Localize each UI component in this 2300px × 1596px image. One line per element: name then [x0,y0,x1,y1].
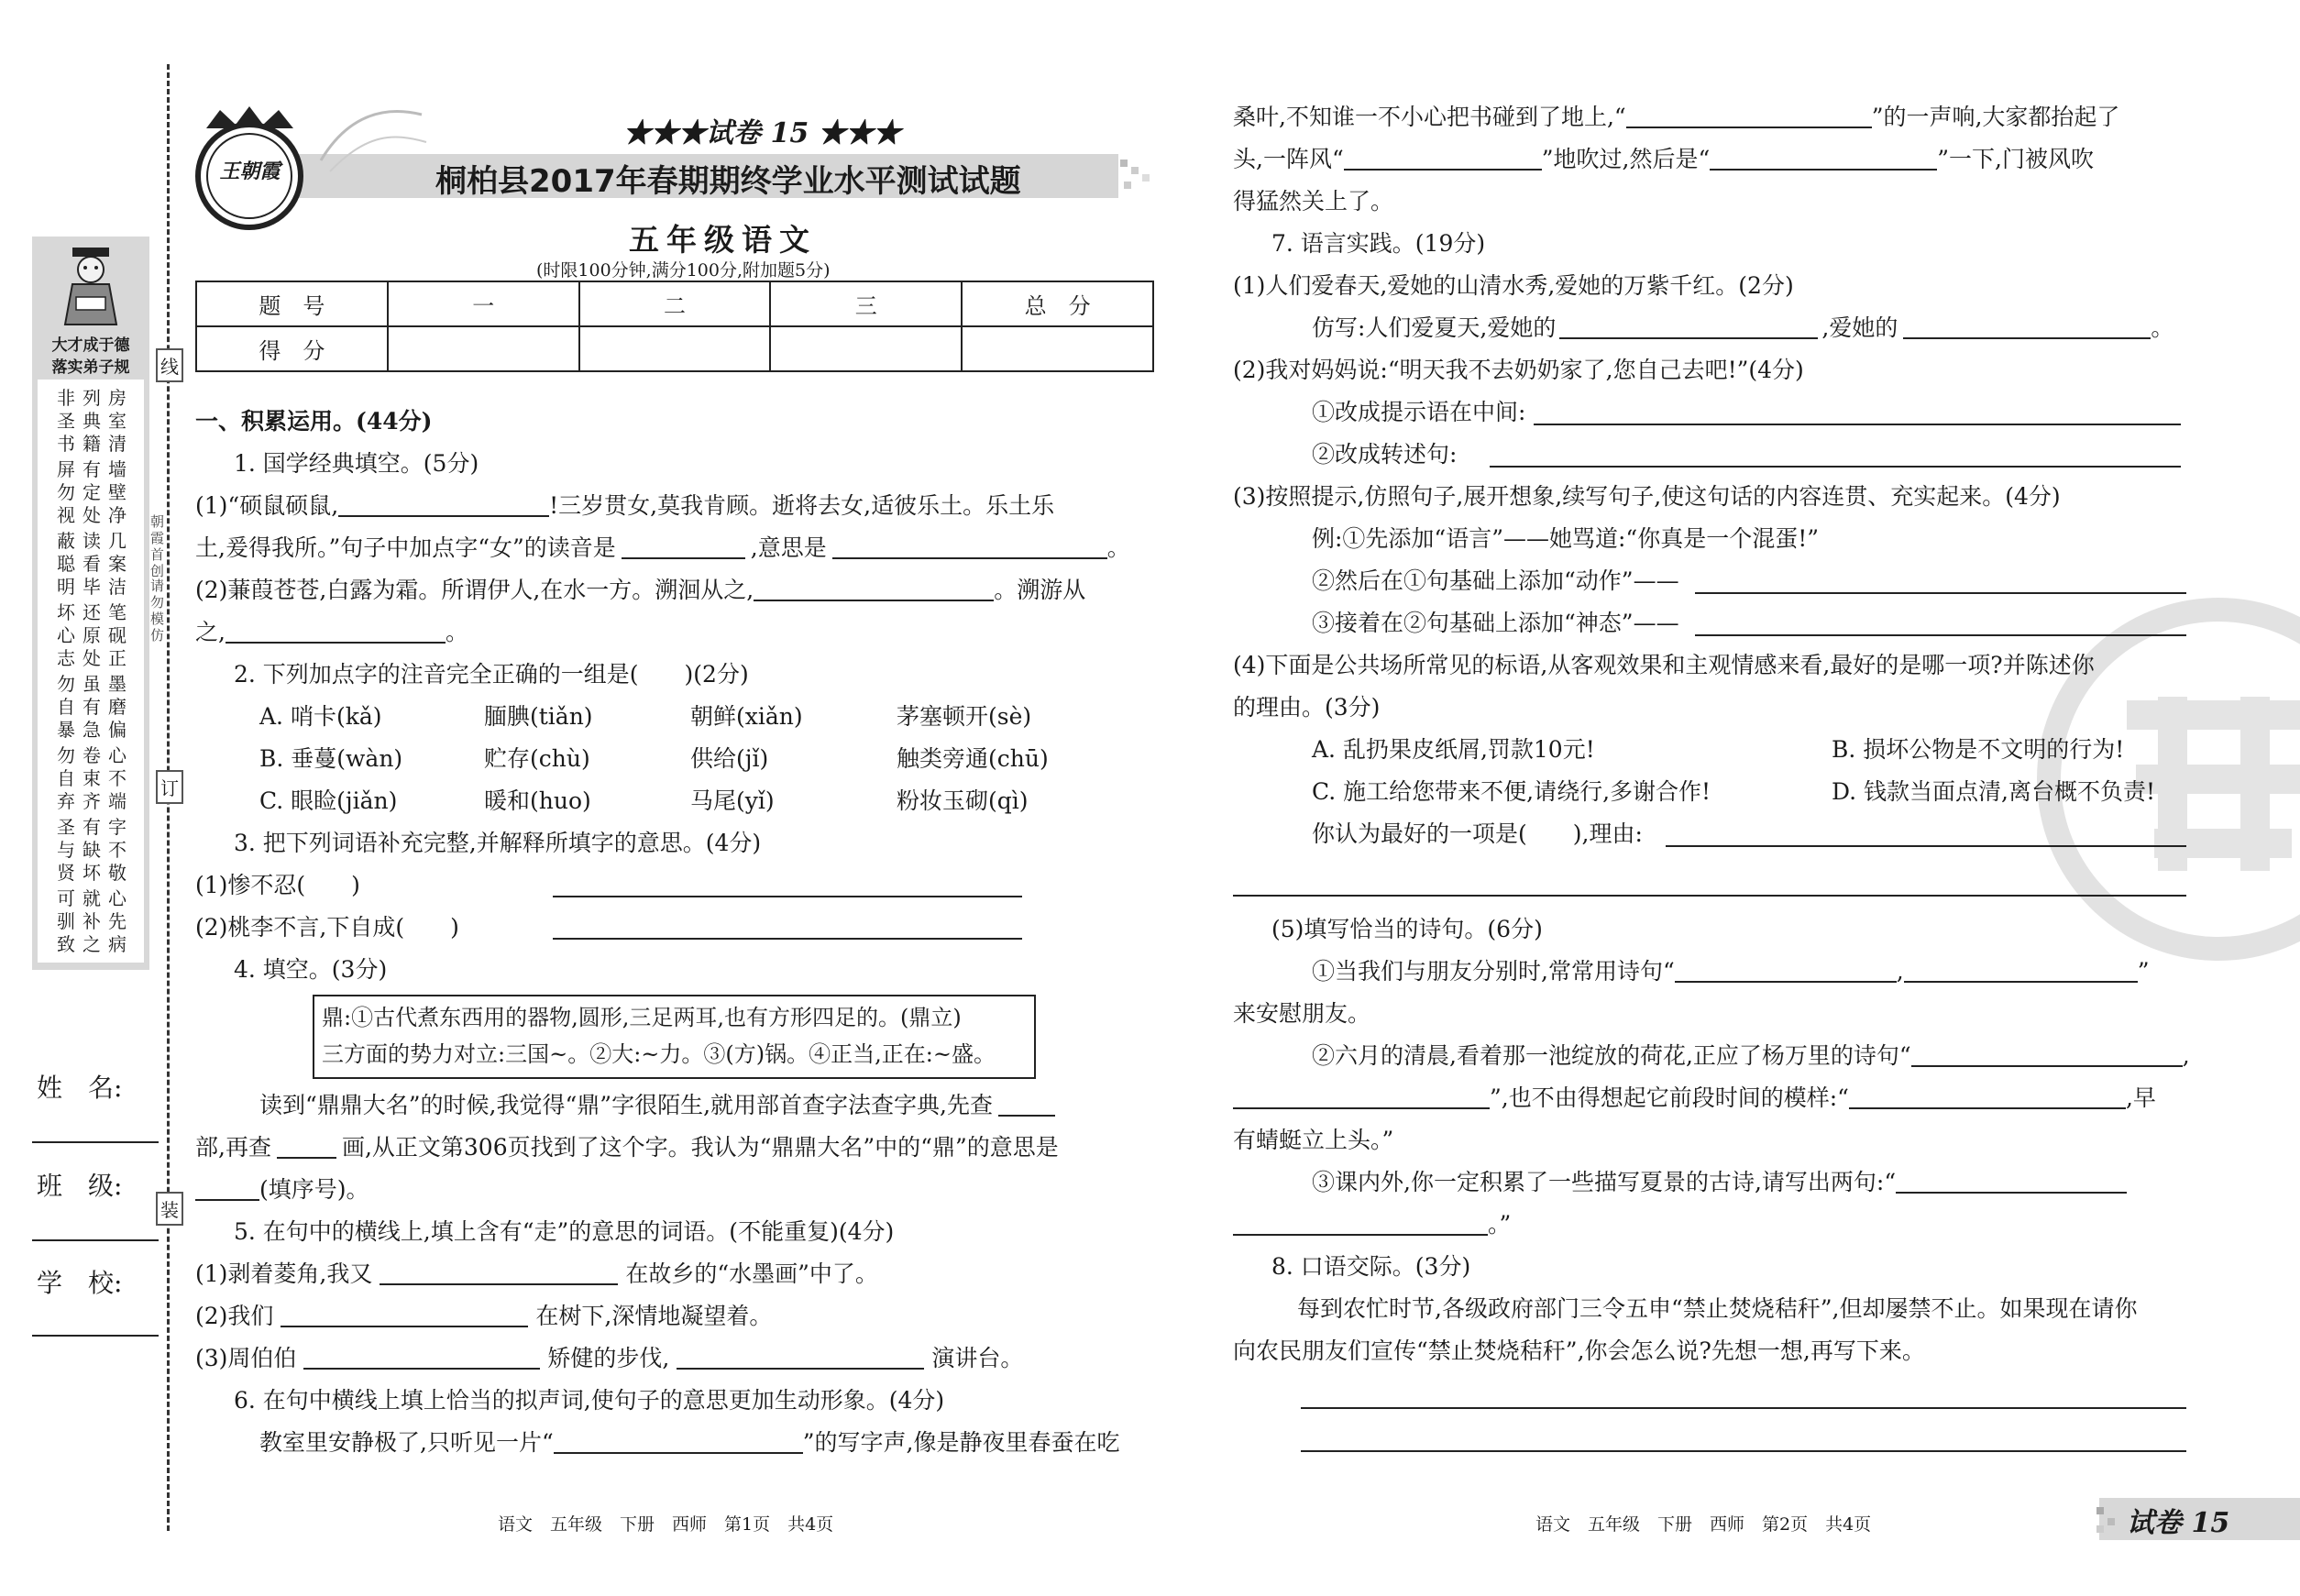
motto-col: 就补之 [83,887,101,955]
answer-line[interactable] [1534,424,2181,425]
question-5: 5. 在句中的横线上,填上含有“走”的意思的词语。(不能重复)(4分) [234,1218,895,1245]
motto-col: 还原处 [83,601,101,669]
option-a3[interactable]: 朝鲜(xiǎn) [690,703,803,730]
question-1: 1. 国学经典填空。(5分) [234,450,479,477]
question-7-2-a: ①改成提示语在中间: [1312,399,1526,425]
question-7-5-2: ②六月的清晨,看着那一池绽放的荷花,正应了杨万里的诗句“ , [1312,1042,2190,1069]
option-c3[interactable]: 马尾(yǐ) [690,787,775,814]
score-header: 三 [770,281,962,326]
question-5-1: (1)剥着菱角,我又 在故乡的“水墨画”中了。 [195,1260,878,1287]
option-c1[interactable]: C. 眼睑(jiǎn) [259,787,398,814]
motto-col: 房室清 [108,387,127,455]
score-header: 总 分 [962,281,1153,326]
binding-mark-bot: 装 [156,1192,183,1226]
slogan-option-d[interactable]: D. 钱款当面点清,离台概不负责! [1832,778,2156,805]
answer-blank[interactable] [1904,957,2138,983]
motto-columns [38,380,144,963]
motto-col: 读看毕 [83,530,101,598]
question-7-5-3: ③课内外,你一定积累了一些描写夏景的古诗,请写出两句:“ [1312,1167,2127,1198]
question-4-text-cont: 部,再查 画,从正文第306页找到了这个字。我认为“鼎鼎大名”中的“鼎”的意思是 [195,1134,1059,1161]
option-a1[interactable]: A. 哨卡(kǎ) [259,703,382,730]
score-header: 一 [388,281,579,326]
motto-col: 勿自弃 [57,744,75,812]
question-6-cont-2: 头,一阵风“ ”地吹过,然后是“ ”一下,门被风吹 [1233,146,2094,172]
class-field[interactable] [32,1239,159,1241]
question-7-5-3-cont: 。” [1233,1209,1511,1240]
motto-col: 可驯致 [57,887,75,955]
question-7-1: (1)人们爱春天,爱她的山清水秀,爱她的万紫千红。(2分) [1233,272,1794,299]
question-1-1: (1)“硕鼠硕鼠, !三岁贯女,莫我肯顾。逝将去女,适彼乐土。乐土乐 [195,492,1055,519]
footer-left: 语文 五年级 下册 西师 第1页 共4页 [498,1514,834,1535]
option-c4[interactable]: 粉妆玉砌(qì) [897,787,1029,814]
series-label: ★★★试卷 15 ★★★ [623,117,901,149]
slogan-option-a[interactable]: A. 乱扔果皮纸屑,罚款10元! [1312,736,1595,763]
slogan-option-c[interactable]: C. 施工给您带来不便,请绕行,多谢合作! [1312,778,1711,805]
answer-blank[interactable] [1896,1168,2127,1194]
question-5-3: (3)周伯伯 矫健的步伐, 演讲台。 [195,1345,1024,1371]
question-2: 2. 下列加点字的注音完全正确的一组是( )(2分) [234,661,749,688]
class-label: 班 级: [37,1171,123,1201]
answer-blank[interactable] [277,1133,336,1159]
motto-col: 屏勿视 [57,458,75,526]
scholar-figure-icon [60,244,122,326]
answer-blank[interactable] [226,618,446,644]
score-row-label: 得 分 [196,326,388,371]
motto-col: 心先病 [108,887,127,955]
motto-1: 大才成于德 [51,336,130,355]
motto-col: 笔砚正 [108,601,127,669]
question-7-3-expression: ③接着在②句基础上添加“神态”—— [1312,610,1679,636]
answer-blank[interactable] [303,1344,540,1370]
dictionary-line-1: 鼎:①古代煮东西用的器物,圆形,三足两耳,也有方形四足的。(鼎立) [322,1005,962,1030]
question-7-3: (3)按照提示,仿照句子,展开想象,续写句子,使这句话的内容连贯、充实起来。(4分) [1233,483,2061,510]
question-4-text-end: (填序号)。 [195,1174,369,1205]
answer-blank[interactable] [1559,314,1818,339]
binding-mark-top: 线 [156,348,183,382]
school-label: 学 校: [37,1268,123,1298]
question-6-cont-3: 得猛然关上了。 [1233,188,1394,215]
option-a2[interactable]: 腼腆(tiǎn) [484,703,593,730]
question-7-5-1-cont: 来安慰朋友。 [1233,1000,1371,1027]
question-7-4-answer: 你认为最好的一项是( ),理由: [1312,820,1643,847]
answer-blank[interactable] [281,1302,528,1327]
answer-line[interactable] [553,896,1022,897]
motto-col: 卷束齐 [83,744,101,812]
answer-line[interactable] [1695,634,2186,636]
question-7-3-action: ②然后在①句基础上添加“动作”—— [1312,567,1679,594]
question-6-cont: 桑叶,不知谁一不小心把书碰到了地上,“ ”的一声响,大家都抬起了 [1233,104,2120,130]
exam-info: (时限100分钟,满分100分,附加题5分) [536,260,831,281]
motto-col: 字不敬 [108,816,127,884]
answer-blank[interactable] [338,491,549,517]
option-a4[interactable]: 茅塞顿开(sè) [897,703,1032,730]
question-3-2: (2)桃李不言,下自成( ) [195,914,459,941]
answer-blank[interactable] [677,1344,924,1370]
option-b4[interactable]: 触类旁通(chū) [897,745,1049,772]
slogan-option-b[interactable]: B. 损坏公物是不文明的行为! [1832,736,2125,763]
answer-blank[interactable] [754,576,994,601]
option-c2[interactable]: 暖和(huo) [484,787,591,814]
question-4-text: 读到“鼎鼎大名”的时候,我觉得“鼎”字很陌生,就用部首查字法查字典,先查 [259,1090,1055,1121]
motto-col: 坏心志 [57,601,75,669]
answer-line[interactable] [1301,1450,2186,1452]
motto-col: 墨磨偏 [108,673,127,741]
answer-line[interactable] [1233,895,2186,897]
answer-blank[interactable] [1710,145,1937,171]
logo-text: 王朝霞 [219,160,281,183]
question-4: 4. 填空。(3分) [234,956,388,983]
question-7: 7. 语言实践。(19分) [1271,230,1486,257]
answer-line[interactable] [1666,845,2186,847]
motto-col: 虽有急 [83,673,101,741]
answer-blank[interactable] [1344,145,1542,171]
question-1-2: (2)蒹葭苍苍,白露为霜。所谓伊人,在水一方。溯洄从之, 。溯游从 [195,577,1086,603]
answer-line[interactable] [1695,592,2186,594]
binding-note-1: 朝霞首创 [150,513,165,579]
binding-mark-mid: 订 [156,770,183,804]
answer-blank[interactable] [832,534,1107,559]
score-header: 题 号 [196,281,388,326]
question-7-4-cont: 的理由。(3分) [1233,694,1381,721]
answer-line[interactable] [553,938,1022,940]
answer-blank[interactable] [1675,957,1897,983]
left-column [195,0,1158,1596]
footer-tag-decoration [2093,1503,2120,1536]
answer-blank[interactable] [1626,103,1872,128]
answer-blank[interactable] [1849,1084,2126,1109]
question-6: 6. 在句中横线上填上恰当的拟声词,使句子的意思更加生动形象。(4分) [234,1387,945,1414]
question-5-2: (2)我们 在树下,深情地凝望着。 [195,1303,773,1329]
motto-col: 有缺坏 [83,816,101,884]
binding-note-2: 请勿模仿 [150,578,165,644]
answer-blank[interactable] [1233,1210,1488,1236]
section-heading: 一、积累运用。(44分) [195,408,433,435]
dictionary-box [313,995,1036,1079]
motto-col: 心不端 [108,744,127,812]
option-b1[interactable]: B. 垂蔓(wàn) [259,745,403,772]
motto-col: 圣与贤 [57,816,75,884]
motto-col: 蔽聪明 [57,530,75,598]
answer-blank[interactable] [1903,314,2151,339]
name-label: 姓 名: [37,1073,123,1103]
subject-title: 五年级语文 [629,222,817,258]
answer-line[interactable] [1301,1407,2186,1409]
footer-tag: 试卷 15 [2127,1507,2230,1539]
question-7-5: (5)填写恰当的诗句。(6分) [1271,916,1543,942]
question-8-text-cont: 向农民朋友们宣传“禁止焚烧秸秆”,你会怎么说?先想一想,再写下来。 [1233,1337,1925,1364]
dictionary-line-2: 三方面的势力对立:三国~。②大:~力。③(方)锅。④正当,正在:~盛。 [322,1041,996,1067]
answer-blank[interactable] [1911,1041,2183,1067]
question-7-5-2-cont: ”,也不由得想起它前段时间的模样:“ ,早 [1233,1083,2156,1114]
motto-strip [32,237,149,970]
right-column [1233,0,2195,1596]
answer-blank[interactable] [195,1175,259,1201]
question-3: 3. 把下列词语补充完整,并解释所填字的意思。(4分) [234,830,762,856]
question-1-1-cont: 土,爰得我所。”句子中加点字“女”的读音是 ,意思是 。 [195,534,1130,561]
paper-title: 桐柏县2017年春期期终学业水平测试试题 [435,163,1021,200]
motto-col: 墙壁净 [108,458,127,526]
answer-blank[interactable] [998,1091,1055,1117]
name-field[interactable] [32,1141,159,1143]
question-8: 8. 口语交际。(3分) [1271,1253,1471,1280]
question-3-1: (1)惨不忍( ) [195,872,360,898]
question-7-2: (2)我对妈妈说:“明天我不去奶奶家了,您自己去吧!”(4分) [1233,357,1804,383]
school-field[interactable] [32,1335,159,1337]
answer-blank[interactable] [380,1260,618,1285]
score-header: 二 [579,281,771,326]
question-8-text: 每到农忙时节,各级政府部门三令五申“禁止焚烧秸秆”,但却屡禁不止。如果现在请你 [1297,1295,2138,1322]
motto-2: 落实弟子规 [51,358,130,377]
option-b3[interactable]: 供给(jǐ) [690,745,769,772]
answer-blank[interactable] [622,534,745,559]
question-6-text: 教室里安静极了,只听见一片“ ”的写字声,像是静夜里春蚕在吃 [259,1429,1120,1456]
question-7-4: (4)下面是公共场所常见的标语,从客观效果和主观情感来看,最好的是哪一项?并陈述你 [1233,652,2095,678]
footer-right: 语文 五年级 下册 西师 第2页 共4页 [1535,1514,1872,1535]
question-7-5-1: ①当我们与朋友分别时,常常用诗句“ , ” [1312,958,2150,985]
motto-col: 几案洁 [108,530,127,598]
answer-blank[interactable] [1233,1084,1490,1109]
motto-col: 列典籍 [83,387,101,455]
option-b2[interactable]: 贮存(chù) [484,745,590,772]
question-7-5-2-end: 有蜻蜓立上头。” [1233,1127,1394,1153]
question-1-2-cont: 之, 。 [195,619,468,645]
answer-blank[interactable] [554,1428,803,1454]
motto-col: 非圣书 [57,387,75,455]
motto-col: 有定处 [83,458,101,526]
answer-line[interactable] [1490,466,2181,468]
motto-col: 勿自暴 [57,673,75,741]
question-7-3-example: 例:①先添加“语言”——她骂道:“你真是一个混蛋!” [1312,525,1820,552]
question-7-2-b: ②改成转述句: [1312,441,1458,468]
question-7-1-imitate: 仿写:人们爱夏天,爱她的 ,爱她的 。 [1312,314,2174,341]
